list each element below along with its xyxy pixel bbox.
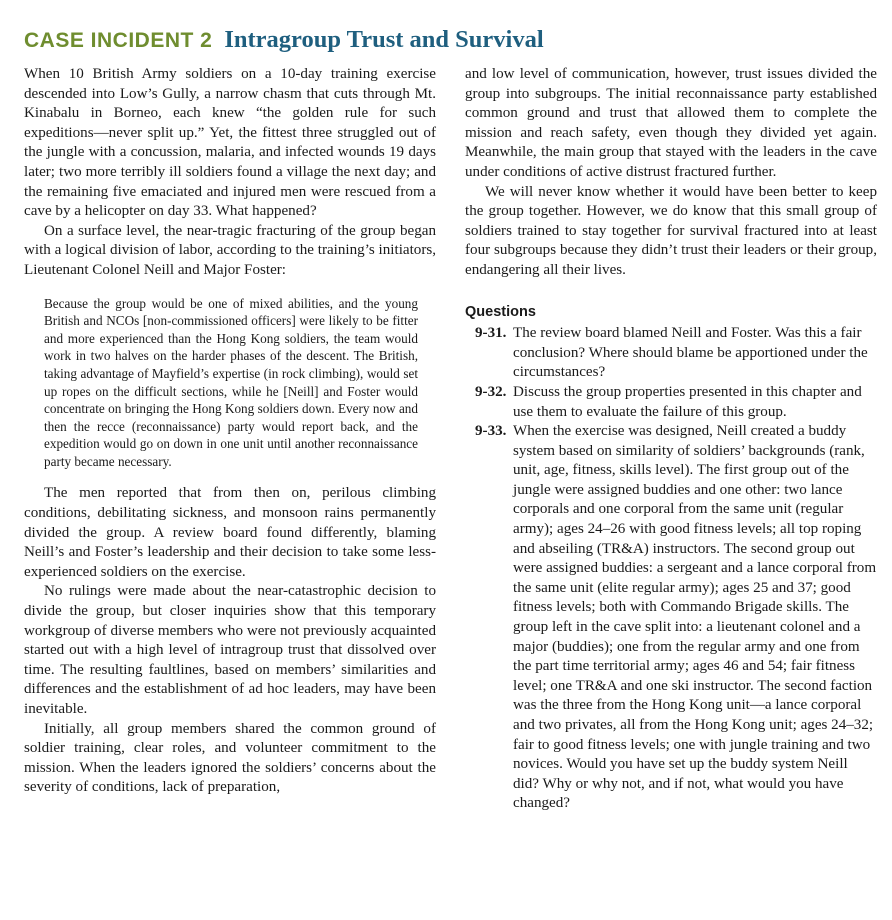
case-incident-title: Intragroup Trust and Survival xyxy=(224,26,544,53)
paragraph: When 10 British Army soldiers on a 10-day training exercise descended into Low’s Gully, a narrow chasm that cuts through Mt. Kinabalu in Borneo, each knew “the golden rule for such expeditions—never split up.” Yet, the fittest three struggled out of the jungle with a concussion, malaria, and infected wounds 19 days later; two more terribly ill soldiers found a village the next day; and the remaining five emaciated and injured men were rescued from a cave by a helicopter on day 33. What happened? xyxy=(24,66,436,220)
paragraph: We will never know whether it would have been better to keep the group together. However, we do know that this small group of soldiers trained to stay together for survival fractured into at least four subgroups because they didn’t trust their leaders or their group, endangering all their lives. xyxy=(465,183,877,278)
question-text: The review board blamed Neill and Foster. Was this a fair conclusion? Where should blame be apportioned under the circumstances? xyxy=(513,325,868,381)
question-item xyxy=(465,383,877,422)
question-number: 9-32. xyxy=(475,383,507,400)
paragraph: and low level of communication, however, trust issues divided the group into subgroups. The initial reconnaissance party established common ground and trust that allowed them to complete the mission and reach safety, even though they divided yet again. Meanwhile, the main group that stayed with the leaders in the cave under conditions of active distrust fractured further. xyxy=(465,66,877,180)
questions-heading: Questions xyxy=(465,303,536,320)
question-item xyxy=(465,324,877,383)
paragraph: No rulings were made about the near-catastrophic decision to divide the group, but closer inquiries show that this temporary workgroup of diverse members who were not previously acquainted started out with a high level of intragroup trust that dissolved over time. The resulting faultlines, based on members’ similarities and differences and the establishment of ad hoc leaders, may have been inevitable. xyxy=(24,583,436,717)
question-number: 9-33. xyxy=(475,423,507,440)
right-column xyxy=(465,65,877,814)
question-text: When the exercise was designed, Neill created a buddy system based on similarity of soldiers’ backgrounds (rank, unit, age, fitness, skills level). The first group out of the jungle were assigned buddies and one other: two lance corporals and one corporal from the same unit (regular army); ages 24–26 with good fitness levels; all top roping and abseiling (TR&A) instructors. The second group out were assigned buddies: a sergeant and a lance corporal from the same unit (elite regular army); ages 25 and 37; good fitness levels; both with Commando Brigade skills. The group left in the cave split into: a lieutenant colonel and a major (buddies); one from the regular army and one from the part time territorial army; ages 46 and 54; fair fitness level; one TR&A and one ski instructor. The second faction was the three from the Hong Kong unit—a lance corporal and two privates, all from the Hong Kong unit; ages 24–32; fair to good fitness levels; one with jungle training and two novices. Would you have set up the buddy system Neill did? Why or why not, and if not, what would you have changed? xyxy=(513,423,877,812)
case-title xyxy=(24,26,544,54)
paragraph: The men reported that from then on, perilous climbing conditions, debilitating sickness, and monsoon rains permanently divided the group. A review board found differently, blaming Neill’s and Foster’s leadership and their decision to take some less-experienced soldiers on the exercise. xyxy=(24,485,436,580)
question-item xyxy=(465,422,877,814)
paragraph: On a surface level, the near-tragic fracturing of the group began with a logical division of labor, according to the training’s initiators, Lieutenant Colonel Neill and Major Foster: xyxy=(24,222,436,278)
case-incident-label: CASE INCIDENT 2 xyxy=(24,29,213,52)
left-column xyxy=(24,65,436,798)
paragraph: Initially, all group members shared the common ground of soldier training, clear roles, and volunteer commitment to the mission. When the leaders ignored the soldiers’ concerns about the severity of conditions, lack of preparation, xyxy=(24,720,436,796)
block-quote: Because the group would be one of mixed abilities, and the young British and NCOs [non-commissioned officers] were likely to be fitter and more experienced than the Hong Kong soldiers, the team would work in two halves on the harder phases of the descent. The British, taking advantage of Mayfield’s expertise (in rock climbing), would set up ropes on the difficult sections, while he [Neill] and Foster would concentrate on bringing the Hong Kong soldiers down. Every now and then the recce (reconnaissance) party would report back, and the expedition would go on down in one unit until another reconnaissance party became necessary. xyxy=(44,295,418,469)
question-text: Discuss the group properties presented in this chapter and use them to evaluate the failure of this group. xyxy=(513,383,862,420)
question-number: 9-31. xyxy=(475,325,507,342)
